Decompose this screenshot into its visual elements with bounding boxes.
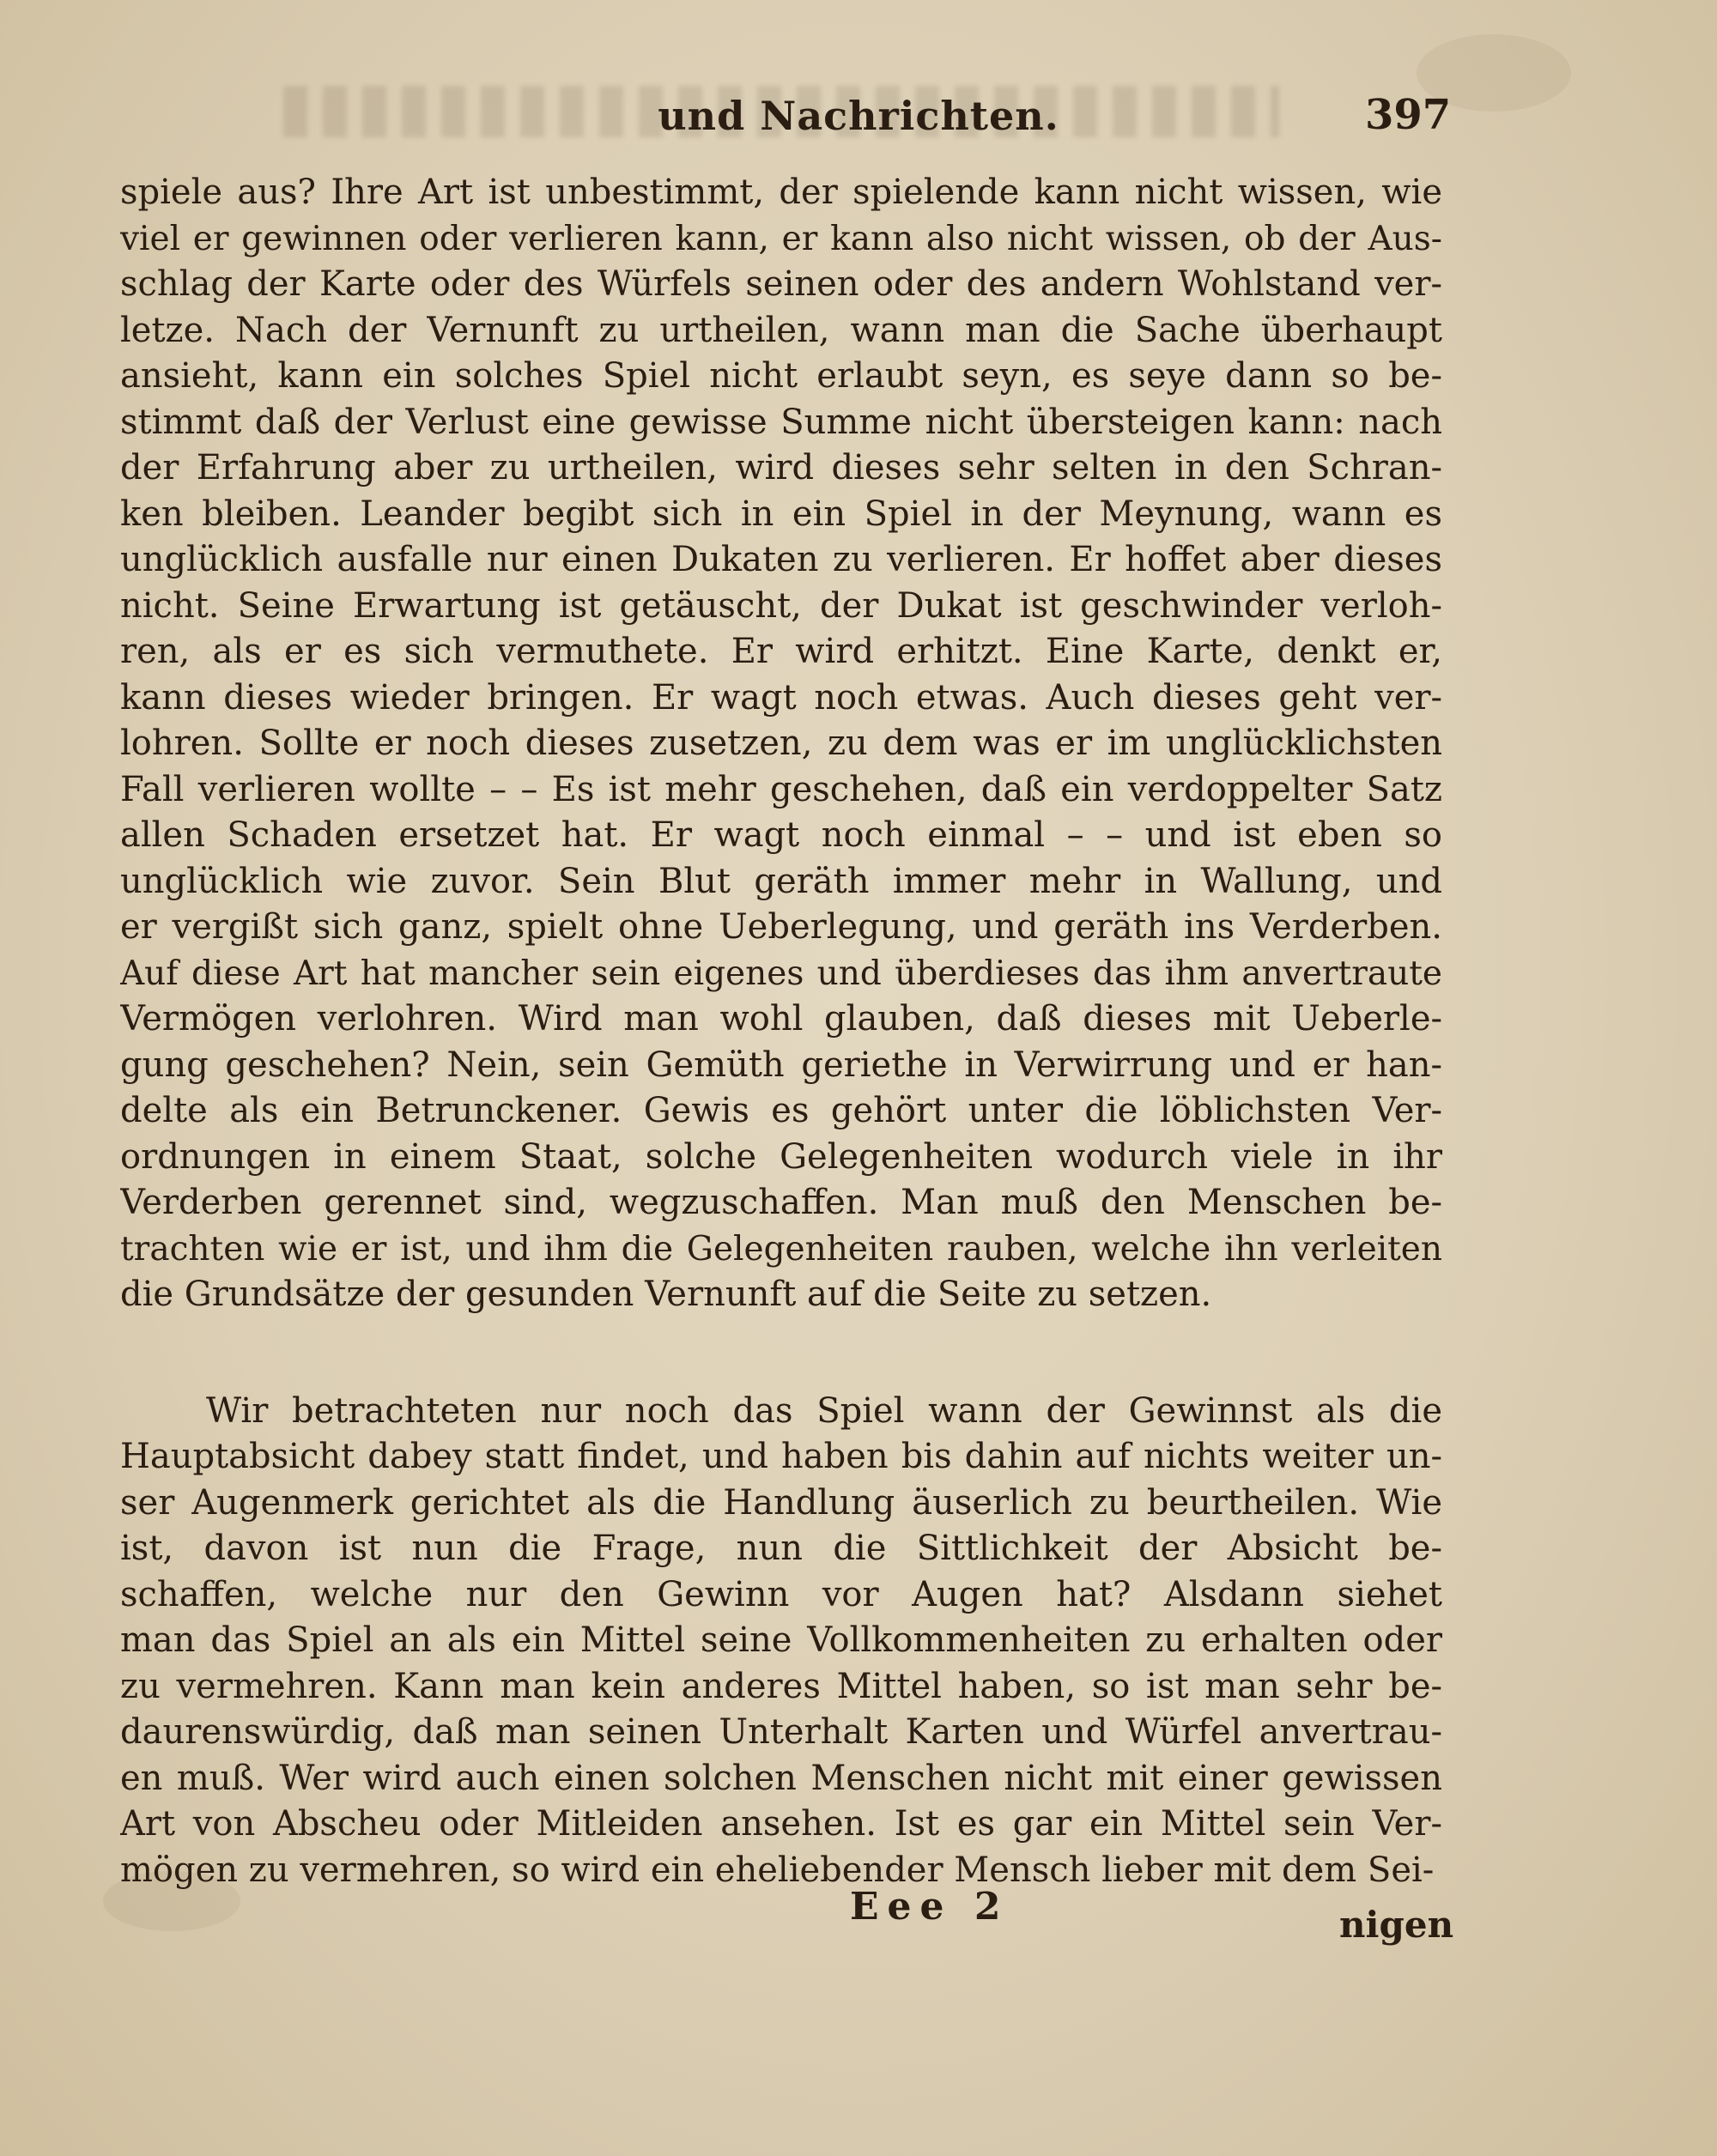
- text-line: schlag der Karte oder des Würfels seinen oder des andern Wohlstand ver-: [120, 264, 1442, 304]
- text-line: unglücklich ausfalle nur einen Dukaten zu verlieren. Er hoffet aber dieses: [120, 540, 1442, 579]
- paragraph-gap: [120, 1318, 1442, 1389]
- text-line: lohren. Sollte er noch dieses zusetzen, zu dem was er im unglücklichsten: [120, 724, 1442, 763]
- text-line: allen Schaden ersetzet hat. Er wagt noch einmal – – und ist eben so: [120, 815, 1442, 855]
- text-line: ken bleiben. Leander begibt sich in ein Spiel in der Meynung, wann es: [120, 494, 1442, 534]
- signature-mark: Eee 2: [850, 1885, 1010, 1929]
- text-line: en muß. Wer wird auch einen solchen Menschen nicht mit einer gewissen: [120, 1758, 1442, 1798]
- text-line: er vergißt sich ganz, spielt ohne Ueberlegung, und geräth ins Verderben.: [120, 907, 1442, 947]
- text-line: Art von Abscheu oder Mitleiden ansehen. Ist es gar ein Mittel sein Ver-: [120, 1804, 1442, 1844]
- text-line: Fall verlieren wollte – – Es ist mehr geschehen, daß ein verdoppelter Satz: [120, 769, 1442, 809]
- text-line: man das Spiel an als ein Mittel seine Vollkommenheiten zu erhalten oder: [120, 1620, 1442, 1660]
- text-line: Hauptabsicht dabey statt findet, und haben bis dahin auf nichts weiter un-: [120, 1437, 1442, 1476]
- text-line: schaffen, welche nur den Gewinn vor Augen hat? Alsdann siehet: [120, 1574, 1442, 1614]
- text-line: viel er gewinnen oder verlieren kann, er kann also nicht wissen, ob der Aus-: [120, 219, 1442, 258]
- text-line: gung geschehen? Nein, sein Gemüth geriethe in Verwirrung und er han-: [120, 1045, 1442, 1085]
- text-line: die Grundsätze der gesunden Vernunft auf die Seite zu setzen.: [120, 1275, 1212, 1314]
- text-line: ordnungen in einem Staat, solche Gelegenheiten wodurch viele in ihr: [120, 1136, 1442, 1177]
- paragraph-1: [120, 170, 1442, 1318]
- text-line: letze. Nach der Vernunft zu urtheilen, wann man die Sache überhaupt: [120, 310, 1442, 350]
- text-line: mögen zu vermehren, so wird ein eheliebender Mensch lieber mit dem Sei-: [120, 1850, 1435, 1890]
- text-line: ren, als er es sich vermuthete. Er wird erhitzt. Eine Karte, denkt er,: [120, 632, 1442, 671]
- text-line: ansieht, kann ein solches Spiel nicht erlaubt seyn, es seye dann so be-: [120, 356, 1442, 396]
- body-text: [120, 170, 1442, 1893]
- running-head: und Nachrichten.: [658, 93, 1059, 139]
- text-line: trachten wie er ist, und ihm die Gelegenheiten rauben, welche ihn verleiten: [120, 1229, 1442, 1269]
- text-line: der Erfahrung aber zu urtheilen, wird dieses sehr selten in den Schran-: [120, 448, 1442, 488]
- text-line: ser Augenmerk gerichtet als die Handlung äuserlich zu beurtheilen. Wie: [120, 1482, 1442, 1523]
- text-line: Verderben gerennet sind, wegzuschaffen. Man muß den Menschen be-: [120, 1183, 1442, 1222]
- text-line: spiele aus? Ihre Art ist unbestimmt, der spielende kann nicht wissen, wie: [120, 173, 1442, 212]
- text-line: Auf diese Art hat mancher sein eigenes und überdieses das ihm anvertraute: [120, 954, 1442, 993]
- text-line: zu vermehren. Kann man kein anderes Mittel haben, so ist man sehr be-: [120, 1666, 1442, 1706]
- page-number: 397: [1365, 91, 1452, 139]
- text-line: delte als ein Betrunckener. Gewis es gehört unter die löblichsten Ver-: [120, 1091, 1442, 1130]
- text-line: unglücklich wie zuvor. Sein Blut geräth immer mehr in Wallung, und: [120, 861, 1442, 901]
- text-line: daurenswürdig, daß man seinen Unterhalt Karten und Würfel anvertrau-: [120, 1712, 1442, 1752]
- catchword: nigen: [1339, 1904, 1454, 1946]
- text-line: kann dieses wieder bringen. Er wagt noch etwas. Auch dieses geht ver-: [120, 677, 1442, 718]
- text-line: ist, davon ist nun die Frage, nun die Sittlichkeit der Absicht be-: [120, 1529, 1442, 1568]
- text-line: Wir betrachteten nur noch das Spiel wann der Gewinnst als die: [206, 1390, 1442, 1431]
- text-line: stimmt daß der Verlust eine gewisse Summe nicht übersteigen kann: nach: [120, 402, 1442, 442]
- text-line: nicht. Seine Erwartung ist getäuscht, der Dukat ist geschwinder verloh-: [120, 585, 1442, 626]
- text-line: Vermögen verlohren. Wird man wohl glauben, daß dieses mit Ueberle-: [120, 999, 1442, 1039]
- paragraph-2: [120, 1389, 1442, 1894]
